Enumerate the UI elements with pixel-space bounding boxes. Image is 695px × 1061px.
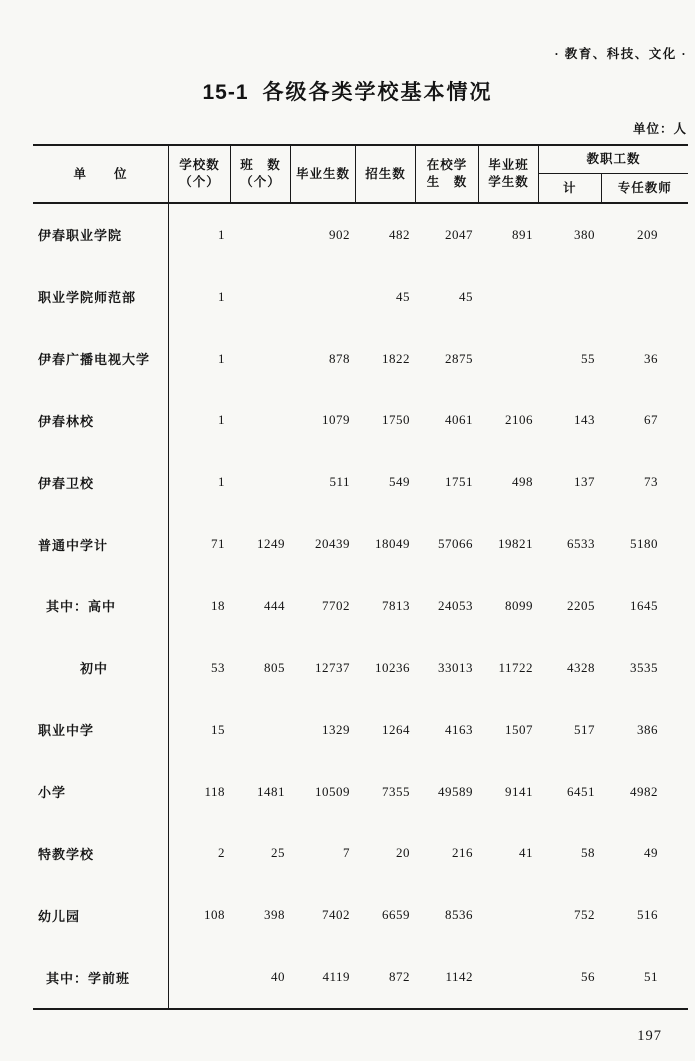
cell-schools: 1 bbox=[218, 412, 225, 428]
cell-full-time-teachers: 4982 bbox=[630, 783, 658, 799]
cell-classes: 40 bbox=[271, 969, 285, 985]
column-header-enrollment: 招生数 bbox=[355, 146, 415, 202]
cell-students: 33013 bbox=[438, 659, 473, 675]
row-label: 其中：高中 bbox=[46, 599, 117, 615]
column-header-students: 在校学 生 数 bbox=[415, 146, 478, 202]
cell-students: 216 bbox=[452, 845, 473, 861]
statistics-table bbox=[33, 144, 688, 1010]
cell-students: 57066 bbox=[438, 536, 473, 552]
table-number: 15-1 bbox=[202, 81, 249, 104]
cell-schools: 53 bbox=[211, 659, 225, 675]
row-label: 小学 bbox=[38, 785, 67, 801]
table-header-row bbox=[33, 146, 688, 204]
cell-graduating-class-students: 41 bbox=[519, 845, 533, 861]
cell-staff-total: 143 bbox=[574, 412, 595, 428]
section-header: · 教育、科技、文化 · bbox=[554, 47, 687, 61]
cell-staff-total: 4328 bbox=[567, 659, 595, 675]
row-label: 伊春卫校 bbox=[38, 475, 95, 491]
cell-full-time-teachers: 5180 bbox=[630, 536, 658, 552]
table-row bbox=[33, 390, 688, 452]
cell-enrollment: 7355 bbox=[382, 783, 410, 799]
cell-staff-total: 55 bbox=[581, 350, 595, 366]
cell-full-time-teachers: 209 bbox=[637, 226, 658, 242]
column-header-staff-group bbox=[538, 146, 688, 202]
cell-staff-total: 517 bbox=[574, 721, 595, 737]
row-label: 幼儿园 bbox=[38, 908, 81, 924]
cell-graduating-class-students: 2106 bbox=[505, 412, 533, 428]
cell-full-time-teachers: 67 bbox=[644, 412, 658, 428]
table-body bbox=[33, 204, 688, 1008]
cell-full-time-teachers: 386 bbox=[637, 721, 658, 737]
cell-full-time-teachers: 49 bbox=[644, 845, 658, 861]
column-header-graduates: 毕业生数 bbox=[290, 146, 355, 202]
cell-enrollment: 6659 bbox=[382, 907, 410, 923]
cell-schools: 15 bbox=[211, 721, 225, 737]
cell-staff-total: 2205 bbox=[567, 597, 595, 613]
table-row bbox=[33, 266, 688, 328]
cell-schools: 1 bbox=[218, 350, 225, 366]
cell-enrollment: 1750 bbox=[382, 412, 410, 428]
table-row bbox=[33, 451, 688, 513]
column-header-unit: 单 位 bbox=[73, 166, 128, 181]
cell-students: 45 bbox=[459, 288, 473, 304]
cell-graduates: 511 bbox=[329, 474, 350, 490]
cell-staff-total: 752 bbox=[574, 907, 595, 923]
cell-graduates: 7702 bbox=[322, 597, 350, 613]
cell-enrollment: 7813 bbox=[382, 597, 410, 613]
cell-graduates: 10509 bbox=[315, 783, 350, 799]
cell-schools: 1 bbox=[218, 474, 225, 490]
cell-schools: 18 bbox=[211, 597, 225, 613]
cell-full-time-teachers: 3535 bbox=[630, 659, 658, 675]
cell-classes: 444 bbox=[264, 597, 285, 613]
cell-enrollment: 20 bbox=[396, 845, 410, 861]
table-title-text: 各级各类学校基本情况 bbox=[262, 81, 493, 104]
row-label: 初中 bbox=[80, 661, 109, 677]
cell-graduates: 7 bbox=[343, 845, 350, 861]
unit-column-divider-line bbox=[168, 204, 169, 1008]
cell-full-time-teachers: 1645 bbox=[630, 597, 658, 613]
cell-graduates: 4119 bbox=[322, 969, 350, 985]
cell-graduating-class-students: 11722 bbox=[498, 659, 533, 675]
cell-classes: 25 bbox=[271, 845, 285, 861]
cell-full-time-teachers: 36 bbox=[644, 350, 658, 366]
cell-students: 2875 bbox=[445, 350, 473, 366]
cell-enrollment: 10236 bbox=[375, 659, 410, 675]
row-label: 职业中学 bbox=[38, 723, 95, 739]
cell-schools: 2 bbox=[218, 845, 225, 861]
cell-enrollment: 1822 bbox=[382, 350, 410, 366]
cell-schools: 118 bbox=[204, 783, 225, 799]
cell-graduates: 902 bbox=[329, 226, 350, 242]
row-label: 伊春广播电视大学 bbox=[38, 352, 151, 368]
page-title bbox=[0, 76, 695, 106]
column-header-full-time-teachers: 专任教师 bbox=[601, 174, 688, 202]
cell-graduating-class-students: 1507 bbox=[505, 721, 533, 737]
cell-enrollment: 1264 bbox=[382, 721, 410, 737]
table-row bbox=[33, 946, 688, 1008]
cell-enrollment: 549 bbox=[389, 474, 410, 490]
cell-staff-total: 137 bbox=[574, 474, 595, 490]
cell-staff-total: 380 bbox=[574, 226, 595, 242]
cell-staff-total: 6451 bbox=[567, 783, 595, 799]
cell-schools: 71 bbox=[211, 536, 225, 552]
cell-schools: 1 bbox=[218, 226, 225, 242]
cell-full-time-teachers: 516 bbox=[637, 907, 658, 923]
table-row bbox=[33, 328, 688, 390]
cell-enrollment: 18049 bbox=[375, 536, 410, 552]
cell-graduates: 878 bbox=[329, 350, 350, 366]
cell-staff-total: 58 bbox=[581, 845, 595, 861]
cell-students: 2047 bbox=[445, 226, 473, 242]
cell-full-time-teachers: 51 bbox=[644, 969, 658, 985]
table-row bbox=[33, 699, 688, 761]
table-row bbox=[33, 513, 688, 575]
cell-students: 4163 bbox=[445, 721, 473, 737]
row-label: 伊春林校 bbox=[38, 413, 95, 429]
cell-graduating-class-students: 8099 bbox=[505, 597, 533, 613]
cell-students: 4061 bbox=[445, 412, 473, 428]
table-row bbox=[33, 884, 688, 946]
table-row bbox=[33, 761, 688, 823]
column-header-staff-total: 计 bbox=[563, 180, 577, 195]
table-row bbox=[33, 204, 688, 266]
cell-students: 49589 bbox=[438, 783, 473, 799]
cell-graduates: 7402 bbox=[322, 907, 350, 923]
cell-enrollment: 872 bbox=[389, 969, 410, 985]
table-row bbox=[33, 637, 688, 699]
row-label: 其中：学前班 bbox=[46, 970, 131, 986]
row-label: 普通中学计 bbox=[38, 537, 109, 553]
cell-classes: 1249 bbox=[257, 536, 285, 552]
table-row bbox=[33, 822, 688, 884]
table-row bbox=[33, 575, 688, 637]
cell-graduates: 1329 bbox=[322, 721, 350, 737]
cell-schools: 108 bbox=[204, 907, 225, 923]
cell-staff-total: 6533 bbox=[567, 536, 595, 552]
cell-classes: 805 bbox=[264, 659, 285, 675]
cell-graduating-class-students: 891 bbox=[512, 226, 533, 242]
cell-graduates: 1079 bbox=[322, 412, 350, 428]
row-label: 特教学校 bbox=[38, 846, 95, 862]
cell-students: 1142 bbox=[445, 969, 473, 985]
cell-students: 24053 bbox=[438, 597, 473, 613]
cell-enrollment: 482 bbox=[389, 226, 410, 242]
cell-graduates: 12737 bbox=[315, 659, 350, 675]
column-header-graduating-class-students: 毕业班 学生数 bbox=[478, 146, 538, 202]
cell-full-time-teachers: 73 bbox=[644, 474, 658, 490]
column-header-classes: 班 数 （个） bbox=[230, 146, 290, 202]
cell-students: 1751 bbox=[445, 474, 473, 490]
cell-graduating-class-students: 9141 bbox=[505, 783, 533, 799]
cell-enrollment: 45 bbox=[396, 288, 410, 304]
column-header-schools: 学校数 （个） bbox=[168, 146, 230, 202]
cell-students: 8536 bbox=[445, 907, 473, 923]
cell-graduating-class-students: 19821 bbox=[498, 536, 533, 552]
cell-classes: 1481 bbox=[257, 783, 285, 799]
cell-graduates: 20439 bbox=[315, 536, 350, 552]
cell-classes: 398 bbox=[264, 907, 285, 923]
page-number: 197 bbox=[637, 1028, 662, 1044]
cell-graduating-class-students: 498 bbox=[512, 474, 533, 490]
row-label: 伊春职业学院 bbox=[38, 228, 123, 244]
cell-schools: 1 bbox=[218, 288, 225, 304]
unit-note: 单位：人 bbox=[632, 122, 687, 136]
cell-staff-total: 56 bbox=[581, 969, 595, 985]
column-header-staff-group-label: 教职工数 bbox=[539, 146, 688, 174]
row-label: 职业学院师范部 bbox=[38, 290, 137, 306]
